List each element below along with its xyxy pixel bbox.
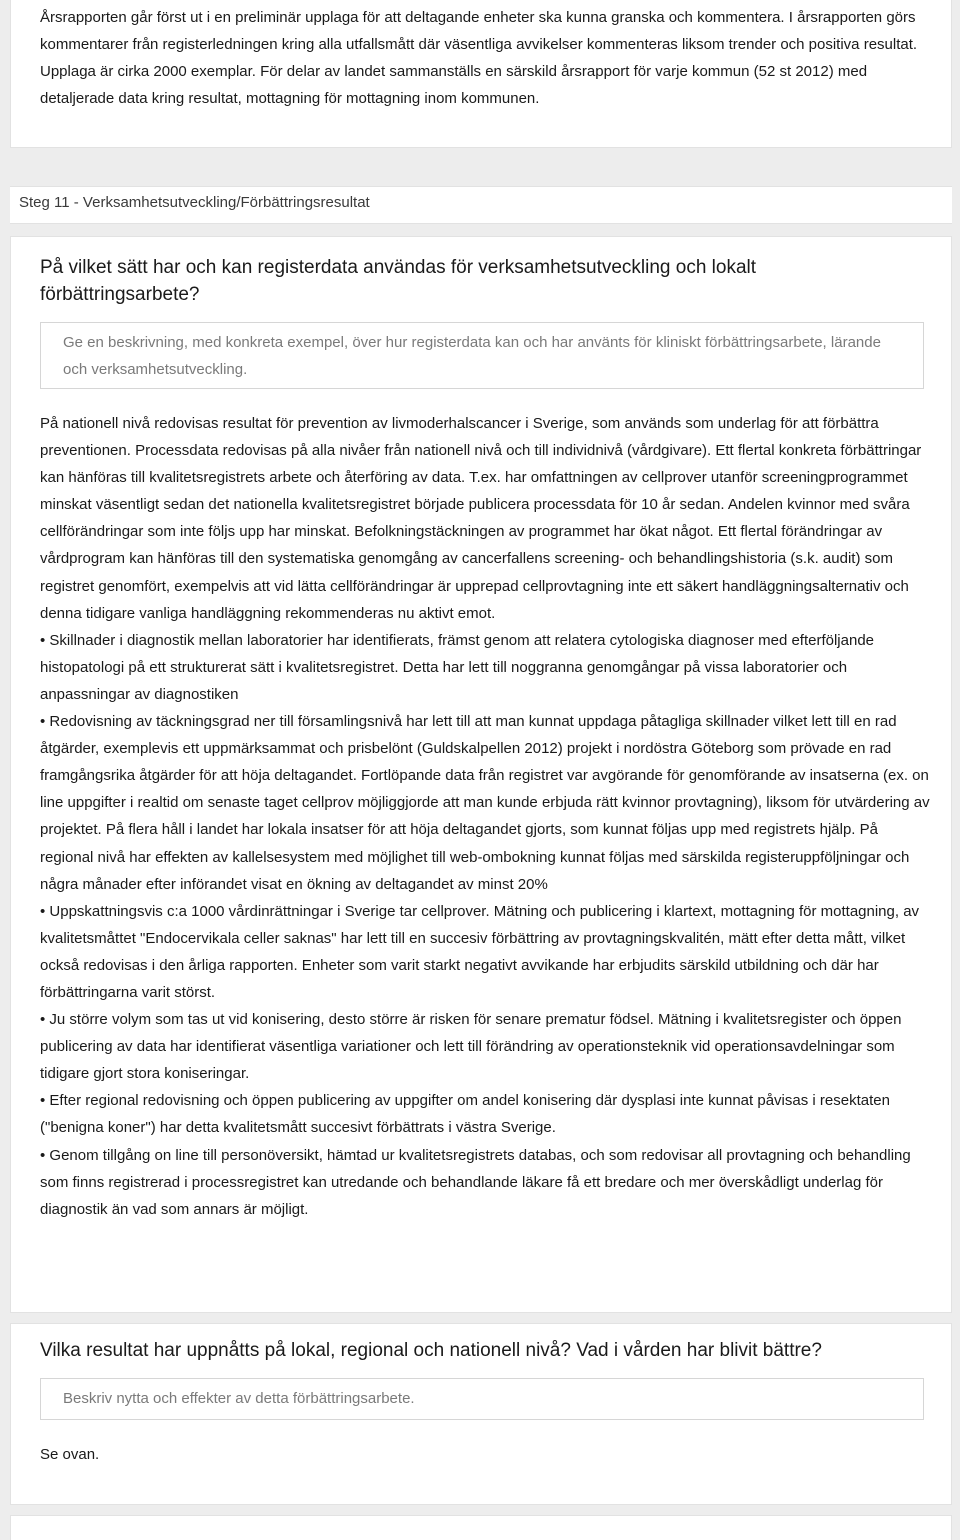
section-header xyxy=(10,186,952,224)
question-card-1 xyxy=(10,236,952,1313)
question-1-answer xyxy=(40,410,930,1223)
question-2-hint: Beskriv nytta och effekter av detta förbättringsarbete. xyxy=(63,1390,415,1407)
answer-paragraph-intro: På nationell nivå redovisas resultat för prevention av livmoderhalscancer i Sverige, som används som underlag för att förbättra preventionen. Processdata redovisas på alla nivåer från nationell nivå och till individnivå (vårdgivare). Ett flertal konkreta förbättringar kan hänföras till kvalitetsregistrets arbete och återföring av data. T.ex. har omfattningen av cellprover utanför screeningprogrammet minskat väsentligt sedan det nationella kvalitetsregistret började publicera processdata för 10 år sedan. Andelen kvinnor med svåra cellförändringar som inte följs upp har minskat. Befolkningstäckningen av programmet har ökat något. Ett flertal förändringar av vårdprogram kan hänföras till den systematiska genomgång av cancerfallens screening- och behandlingshistoria (s.k. audit) som registret genomfört, exempelvis att vid lätta cellförändringar är upprepad cellprovtagning inte ett säkert handläggningsalternativ och denna tidigare vanliga handläggning rekommenderas nu aktivt emot. xyxy=(40,415,922,622)
answer-bullet-conization: • Ju större volym som tas ut vid konisering, desto större är risken för senare prematur födsel. Mätning i kvalitetsregister och öppen publicering av data har identifierat väsentliga variationer och lett till förändring av operationsteknik vid operationsavdelningar som tidigare gjort stora koniseringar. xyxy=(40,1011,902,1083)
section-title: Steg 11 - Verksamhetsutveckling/Förbättringsresultat xyxy=(19,194,370,211)
answer-bullet-sampling-quality: • Uppskattningsvis c:a 1000 vårdinrättningar i Sverige tar cellprover. Mätning och publicering i klartext, mottagning för mottagning, av kvalitetsmåttet "Endocervikala celler saknas" har lett till en succesiv förbättring av provtagningskvalitén, mätt efter detta mått, vilket också redovisas i den årliga rapporten. Enheter som varit starkt negativt avvikande har erbjudits särskild utbildning och där har förbättringarna varit störst. xyxy=(40,902,920,1001)
intro-card xyxy=(10,0,952,148)
question-2-title: Vilka resultat har uppnåtts på lokal, regional och nationell nivå? Vad i vården har blivit bättre? xyxy=(40,1340,822,1361)
question-1-title: På vilket sätt har och kan registerdata användas för verksamhetsutveckling och lokalt förbättringsarbete? xyxy=(40,257,757,305)
answer-bullet-online-overview: • Genom tillgång on line till personöversikt, hämtad ur kvalitetsregistrets databas, och som redovisar all provtagning och behandling som finns registrerad i processregistret kan utredande och behandlande läkare få ett bredare och mer överskådligt underlag för diagnostik än vad som annars är möjligt. xyxy=(40,1146,911,1218)
answer-bullet-diagnostics: • Skillnader i diagnostik mellan laboratorier har identifierats, främst genom att relatera cytologiska diagnoser med efterföljande histopatologi på ett strukturerat sätt i kvalitetsregistret. Detta har lett till noggranna genomgångar på vissa laboratorier och anpassningar av diagnostiken xyxy=(40,631,875,703)
question-2-answer: Se ovan. xyxy=(40,1446,100,1463)
answer-bullet-benign-cones: • Efter regional redovisning och öppen publicering av uppgifter om andel konisering där dysplasi inte kunnat påvisas i resektaten ("benigna koner") har detta kvalitetsmått succesivt förbättrats i västra Sverige. xyxy=(40,1092,890,1137)
answer-bullet-coverage: • Redovisning av täckningsgrad ner till församlingsnivå har lett till att man kunnat uppdaga påtagliga skillnader vilket lett till en rad åtgärder, exemplevis ett uppmärksammat och prisbelönt (Guldskalpellen 2012) projekt i nordöstra Göteborg som prövade en rad framgångsrika åtgärder för att höja deltagandet. Fortlöpande data från registret var avgörande för genomförande av insatserna (ex. on line uppgifter i realtid om senaste taget cellprov möjliggjorde att man kunde erbjuda rätt kvinnor provtagning), liksom för utvärdering av projektet. På flera håll i landet har lokala insatser för att höja deltagandet gjorts, som kunnat följas upp med registrets hjälp. På regional nivå har effekten av kallelsesystem med möjlighet till web-ombokning kunnat följas med särskilda registeruppföljningar och några månader efter införandet visat en ökning av deltagandet av minst 20% xyxy=(40,713,930,893)
question-1-hint-box xyxy=(40,322,924,389)
question-2-hint-box xyxy=(40,1378,924,1420)
intro-paragraph: Årsrapporten går först ut i en preliminär upplaga för att deltagande enheter ska kunna granska och kommentera. I årsrapporten görs kommentarer från registerledningen kring alla utfallsmått där väsentliga avvikelser kommenteras liksom trender och positiva resultat. Upplaga är cirka 2000 exemplar. För delar av landet sammanställs en särskild årsrapport för varje kommun (52 st 2012) med detaljerade data kring resultat, mottagning för mottagning inom kommunen. xyxy=(40,9,918,107)
question-card-2 xyxy=(10,1323,952,1505)
next-card xyxy=(10,1515,952,1540)
question-1-hint: Ge en beskrivning, med konkreta exempel, över hur registerdata kan och har använts för kliniskt förbättringsarbete, lärande och verksamhetsutveckling. xyxy=(63,334,881,378)
